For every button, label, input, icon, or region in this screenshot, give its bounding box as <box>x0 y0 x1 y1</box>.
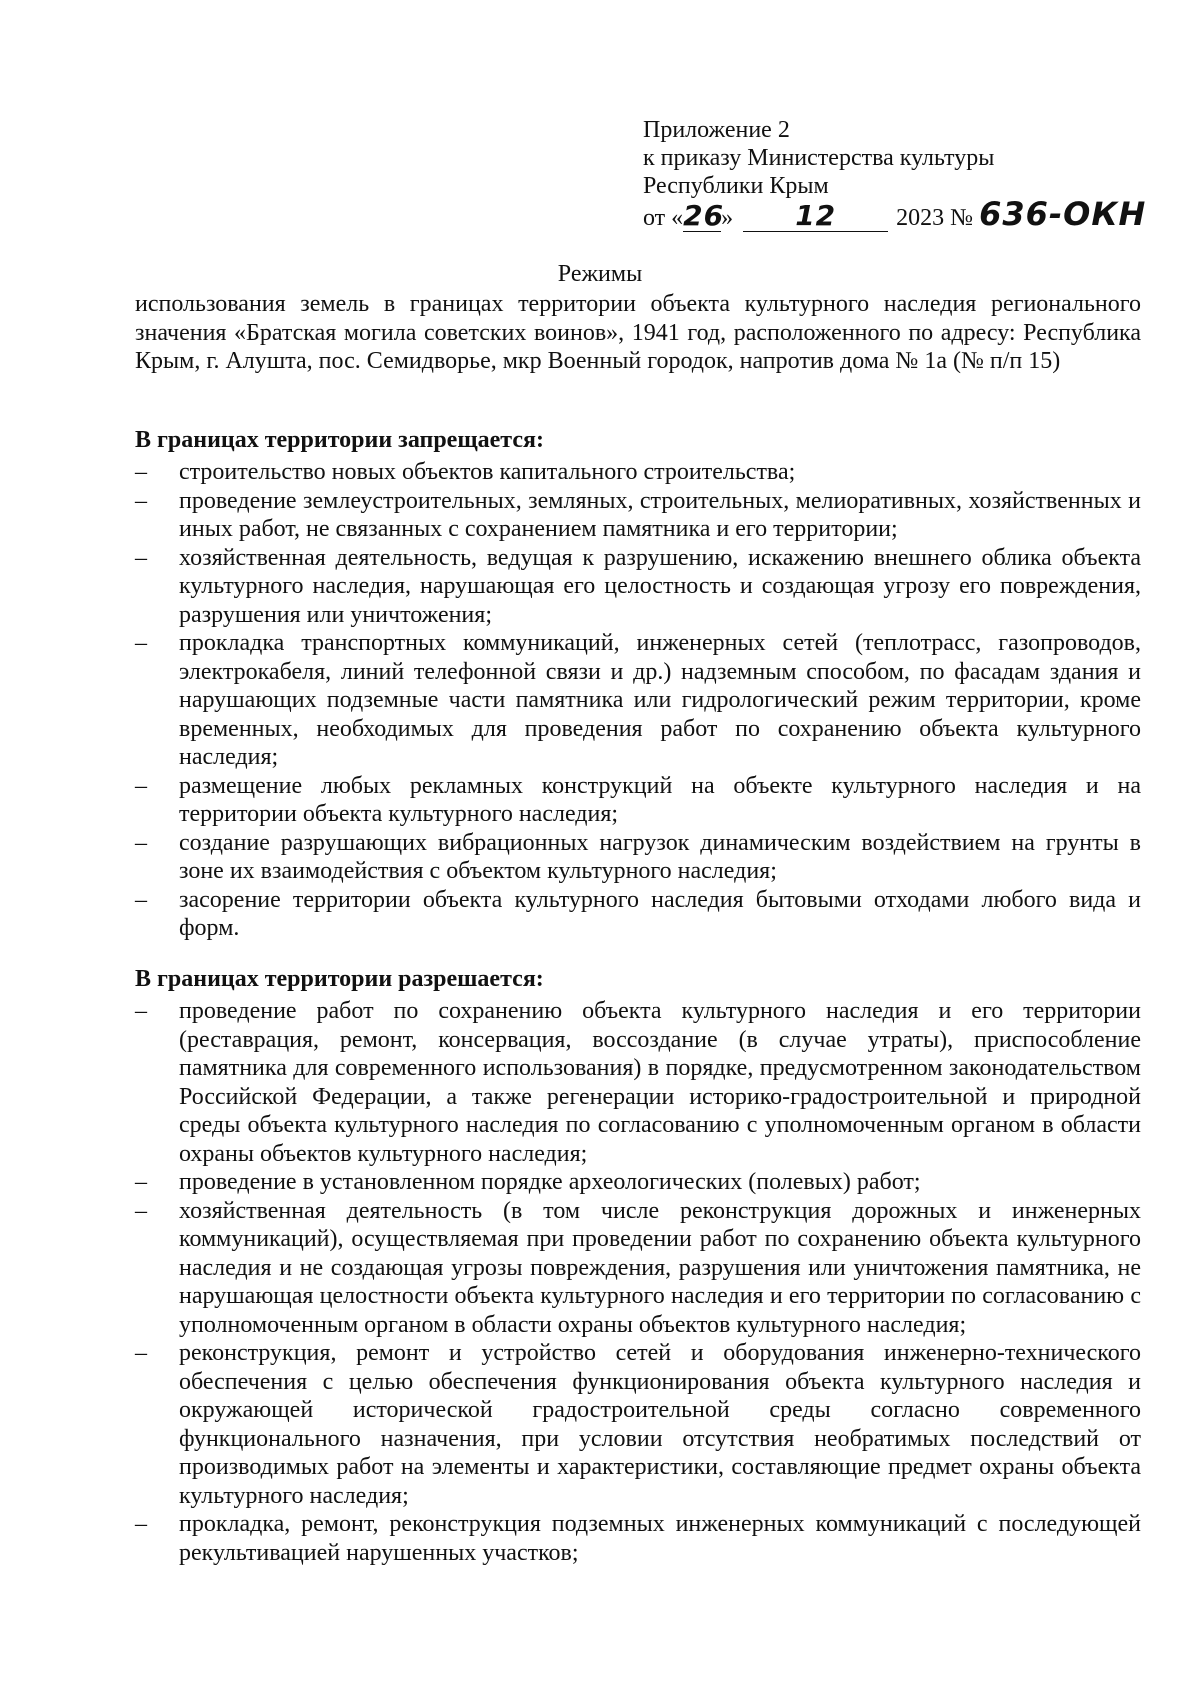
list-item <box>135 772 1141 829</box>
prohibited-list <box>135 458 1141 943</box>
list-item-text: создание разрушающих вибрационных нагрузок динамическим воздействием на грунты в зоне их взаимодействия с объектом культурного наследия; <box>179 829 1141 884</box>
appendix-republic: Республики Крым <box>643 173 829 199</box>
prohibited-heading: В границах территории запрещается: <box>135 427 544 453</box>
list-item <box>135 1339 1141 1510</box>
list-item <box>135 544 1141 630</box>
list-item <box>135 1168 1141 1197</box>
list-item <box>135 629 1141 772</box>
appendix-order-ref: к приказу Министерства культуры <box>643 145 995 171</box>
dash-bullet: – <box>135 998 147 1024</box>
list-item <box>135 487 1141 544</box>
appendix-block <box>643 116 1147 233</box>
list-item <box>135 458 1141 487</box>
date-month-field <box>743 199 888 232</box>
date-mid: » <box>721 205 734 231</box>
dash-bullet: – <box>135 829 147 856</box>
date-prefix: от « <box>643 205 684 231</box>
list-item <box>135 829 1141 886</box>
dash-bullet: – <box>135 487 147 514</box>
order-number: 636-ОКН <box>979 195 1147 233</box>
dash-bullet: – <box>135 1169 147 1195</box>
list-item-text: проведение работ по сохранению объекта культурного наследия и его территории (реставрация, ремонт, консервация, воссоздание (в случае утраты), приспособление памятника для современного использования) в порядке, предусмотренном законодательством Российской Федерации, а также регенерации историко-градостроительной и природной среды объекта культурного наследия по согласованию с уполномоченным органом в области охраны объектов культурного наследия; <box>179 998 1141 1167</box>
date-day: 26 <box>683 199 725 232</box>
permitted-list <box>135 997 1141 1567</box>
list-item-text: проведение землеустроительных, земляных, строительных, мелиоративных, хозяйственных и иных работ, не связанных с сохранением памятника и его территории; <box>179 487 1141 542</box>
dash-bullet: – <box>135 886 147 913</box>
list-item <box>135 886 1141 943</box>
date-year: 2023 № <box>896 205 974 231</box>
list-item-text: строительство новых объектов капитального строительства; <box>179 459 796 485</box>
dash-bullet: – <box>135 1511 147 1537</box>
list-item-text: проведение в установленном порядке археологических (полевых) работ; <box>179 1169 921 1195</box>
list-item-text: размещение любых рекламных конструкций на объекте культурного наследия и на территории объекта культурного наследия; <box>179 772 1141 827</box>
list-item-text: хозяйственная деятельность (в том числе реконструкция дорожных и инженерных коммуникаций), осуществляемая при проведении работ по сохранению объекта культурного наследия и не создающая угрозы повреждения, разрушения или уничтожения памятника, не нарушающая целостности объекта культурного наследия и его территории по согласованию с уполномоченным органом в области охраны объектов культурного наследия; <box>179 1197 1141 1338</box>
dash-bullet: – <box>135 459 147 485</box>
permitted-section <box>135 965 1141 1567</box>
list-item-text: прокладка, ремонт, реконструкция подземных инженерных коммуникаций с последующей рекультивацией нарушенных участков; <box>179 1511 1141 1566</box>
list-item-text: засорение территории объекта культурного наследия бытовыми отходами любого вида и форм. <box>179 886 1141 941</box>
list-item <box>135 997 1141 1168</box>
document-title: Режимы <box>557 261 643 287</box>
list-item-text: хозяйственная деятельность, ведущая к разрушению, искажению внешнего облика объекта культурного наследия, нарушающая его целостность и создающая угрозу его повреждения, разрушения или уничтожения; <box>179 544 1141 628</box>
dash-bullet: – <box>135 1197 147 1224</box>
dash-bullet: – <box>135 772 147 799</box>
list-item <box>135 1510 1141 1567</box>
dash-bullet: – <box>135 1340 147 1366</box>
list-item <box>135 1197 1141 1340</box>
prohibited-section <box>135 426 1141 943</box>
document-intro: использования земель в границах территории объекта культурного наследия регионального значения «Братская могила советских воинов», 1941 год, расположенного по адресу: Республика Крым, г. Алушта, пос. Семидворье, мкр Военный городок, напротив дома № 1а (№ п/п 15) <box>135 291 1141 374</box>
appendix-date-line <box>643 195 1147 233</box>
date-day-field <box>683 199 725 232</box>
list-item-text: реконструкция, ремонт и устройство сетей и оборудования инженерно-технического обеспечения с целью обеспечения функционирования объекта культурного наследия и окружающей исторической градостроительной среды согласно современного функционального назначения, при условии отсутствия необратимых последствий от производимых работ на элементы и характеристики, составляющие предмет охраны объекта культурного наследия; <box>179 1340 1141 1509</box>
appendix-label: Приложение 2 <box>643 117 790 143</box>
dash-bullet: – <box>135 544 147 571</box>
permitted-heading: В границах территории разрешается: <box>135 966 544 992</box>
list-item-text: прокладка транспортных коммуникаций, инженерных сетей (теплотрасс, газопроводов, электрокабеля, линий телефонной связи и др.) надземным способом, по фасадам здания и нарушающих подземные части памятника или гидрологический режим территории, кроме временных, необходимых для проведения работ по сохранению объекта культурного наследия; <box>179 630 1141 770</box>
dash-bullet: – <box>135 630 147 656</box>
date-month: 12 <box>795 199 837 232</box>
